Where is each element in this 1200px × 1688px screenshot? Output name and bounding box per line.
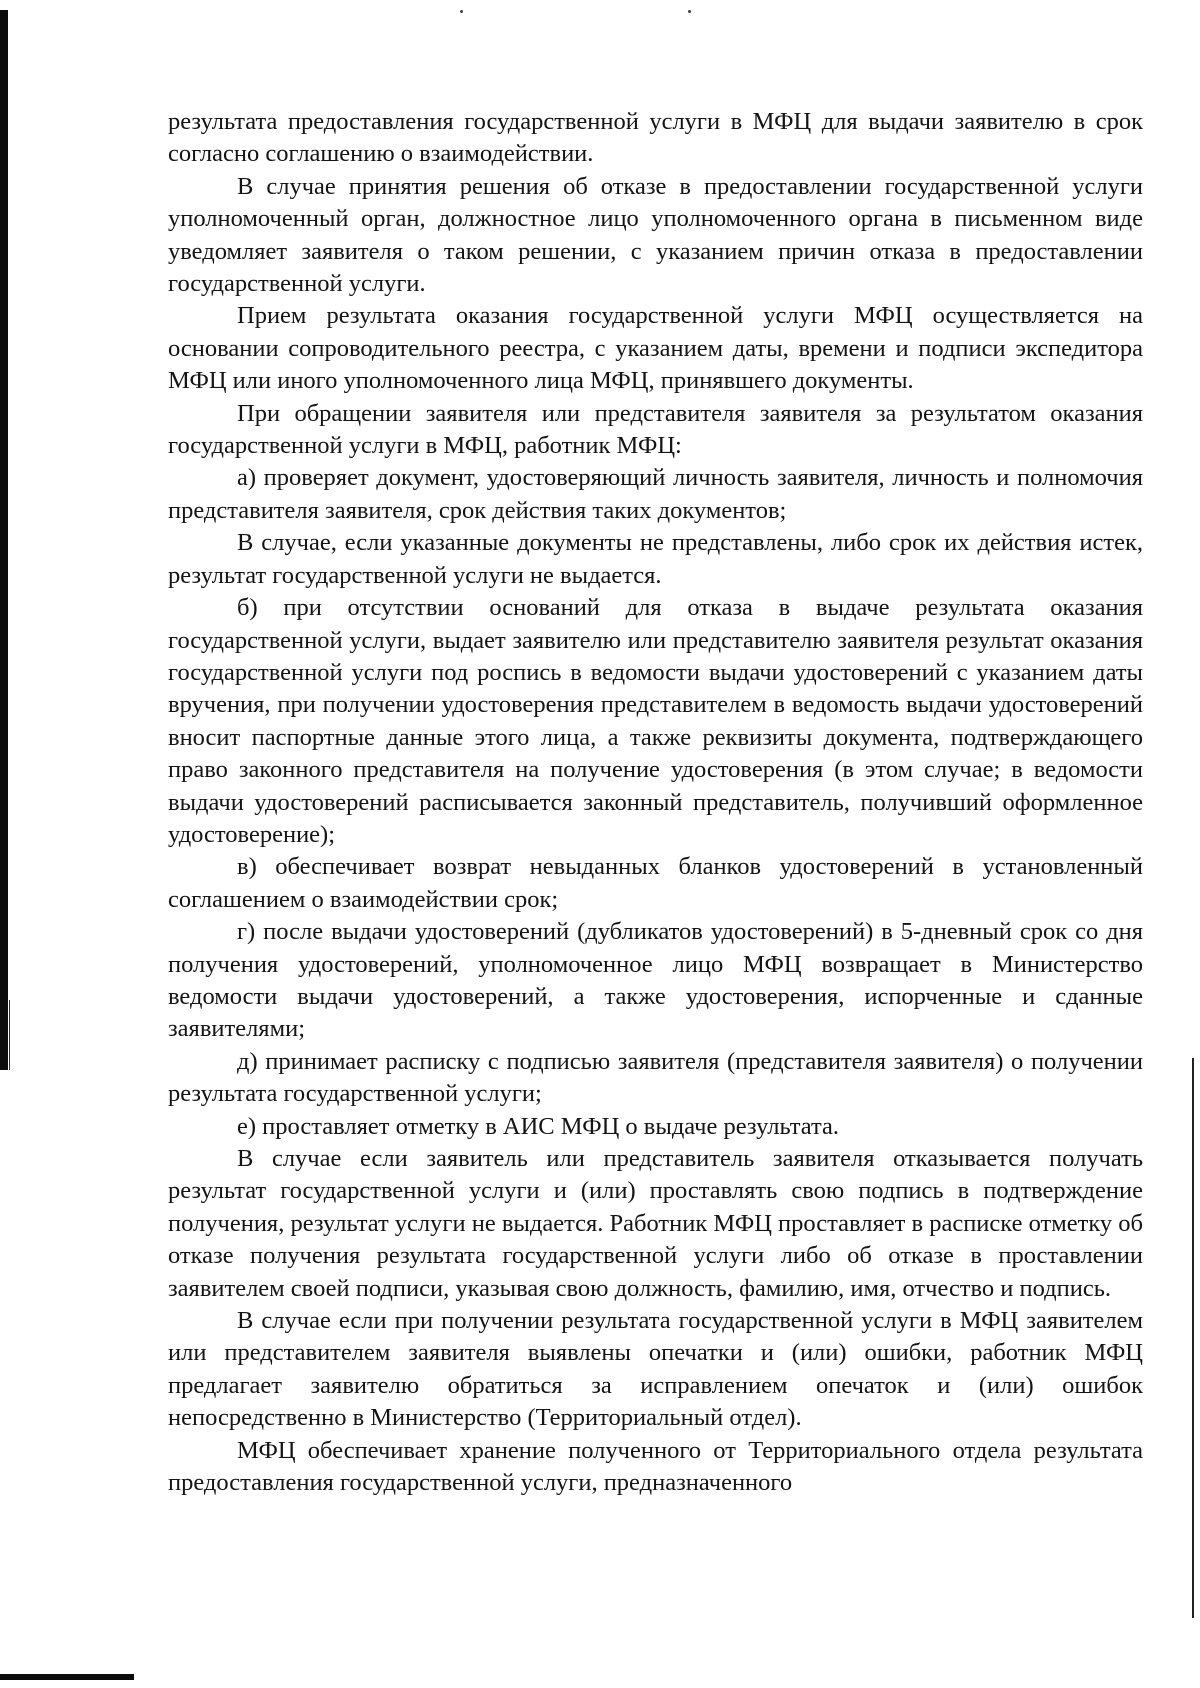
paragraph-continuation: результата предоставления государственной услуги в МФЦ для выдачи заявителю в срок согласно соглашению о взаимодействии. <box>168 108 1143 168</box>
list-item-v: в) обеспечивает возврат невыданных бланков удостоверений в установленный соглашением о взаимодействии срок; <box>168 853 1143 913</box>
scan-edge-bottom <box>0 1674 134 1680</box>
scan-edge-line-left <box>9 1000 10 1070</box>
list-item-e: е) проставляет отметку в АИС МФЦ о выдаче результата. <box>237 1112 839 1140</box>
scan-speck <box>688 10 691 13</box>
paragraph-result-acceptance: Прием результата оказания государственной услуги МФЦ осуществляется на основании сопроводительного реестра, с указанием даты, времени и подписи экспедитора МФЦ или иного уполномоченного лица МФЦ, принявшего документы. <box>168 302 1143 395</box>
scan-edge-line-right <box>1192 1058 1194 1618</box>
list-item-g: г) после выдачи удостоверений (дубликатов удостоверений) в 5-дневный срок со дня получения удостоверений, уполномоченное лицо МФЦ возвращает в Министерство ведомости выдачи удостоверений, а также удостоверения, испорченные и сданные заявителями; <box>168 918 1143 1043</box>
paragraph-refusal-decision: В случае принятия решения об отказе в предоставлении государственной услуги уполномоченный орган, должностное лицо уполномоченного органа в письменном виде уведомляет заявителя о таком решении, с указанием причин отказа в предоставлении государственной услуги. <box>168 172 1143 298</box>
list-item-a: а) проверяет документ, удостоверяющий личность заявителя, личность и полномочия представителя заявителя, срок действия таких документов; <box>168 464 1143 524</box>
paragraph-typos-errors: В случае если при получении результата государственной услуги в МФЦ заявителем или представителем заявителя выявлены опечатки и (или) ошибки, работник МФЦ предлагает заявителю обратиться за исправлением опечаток и (или) ошибок непосредственно в Министерство (Территориальный отдел). <box>168 1307 1143 1432</box>
list-item-b: б) при отсутствии оснований для отказа в выдаче результата оказания государственной услуги, выдает заявителю или представителю заявителя результат оказания государственной услуги под роспись в ведомости выдачи удостоверений с указанием даты вручения, при получении удостоверения представителем в ведомость выдачи удостоверений вносит паспортные данные этого лица, а также реквизиты документа, подтверждающего право законного представителя на получение удостоверения (в этом случае; в ведомости выдачи удостоверений расписывается законный представитель, получивший оформленное удостоверение); <box>168 594 1143 848</box>
list-item-d: д) принимает расписку с подписью заявителя (представителя заявителя) о получении результата государственной услуги; <box>168 1047 1143 1108</box>
paragraph-applicant-request: При обращении заявителя или представителя заявителя за результатом оказания государственной услуги в МФЦ, работник МФЦ: <box>168 399 1143 460</box>
document-body <box>168 106 1143 1499</box>
scan-speck <box>460 10 463 13</box>
paragraph-documents-missing: В случае, если указанные документы не представлены, либо срок их действия истек, результат государственной услуги не выдается. <box>168 529 1143 589</box>
scan-edge-left <box>0 10 8 1070</box>
paragraph-refusal-to-receive: В случае если заявитель или представитель заявителя отказывается получать результат государственной услуги и (или) проставлять свою подпись в подтверждение получения, результат услуги не выдается. Работник МФЦ проставляет в расписке отметку об отказе получения результата государственной услуги либо об отказе в проставлении заявителем своей подписи, указывая свою должность, фамилию, имя, отчество и подпись. <box>168 1145 1143 1302</box>
paragraph-result-storage: МФЦ обеспечивает хранение полученного от Территориального отдела результата предоставления государственной услуги, предназначенного <box>168 1436 1143 1497</box>
